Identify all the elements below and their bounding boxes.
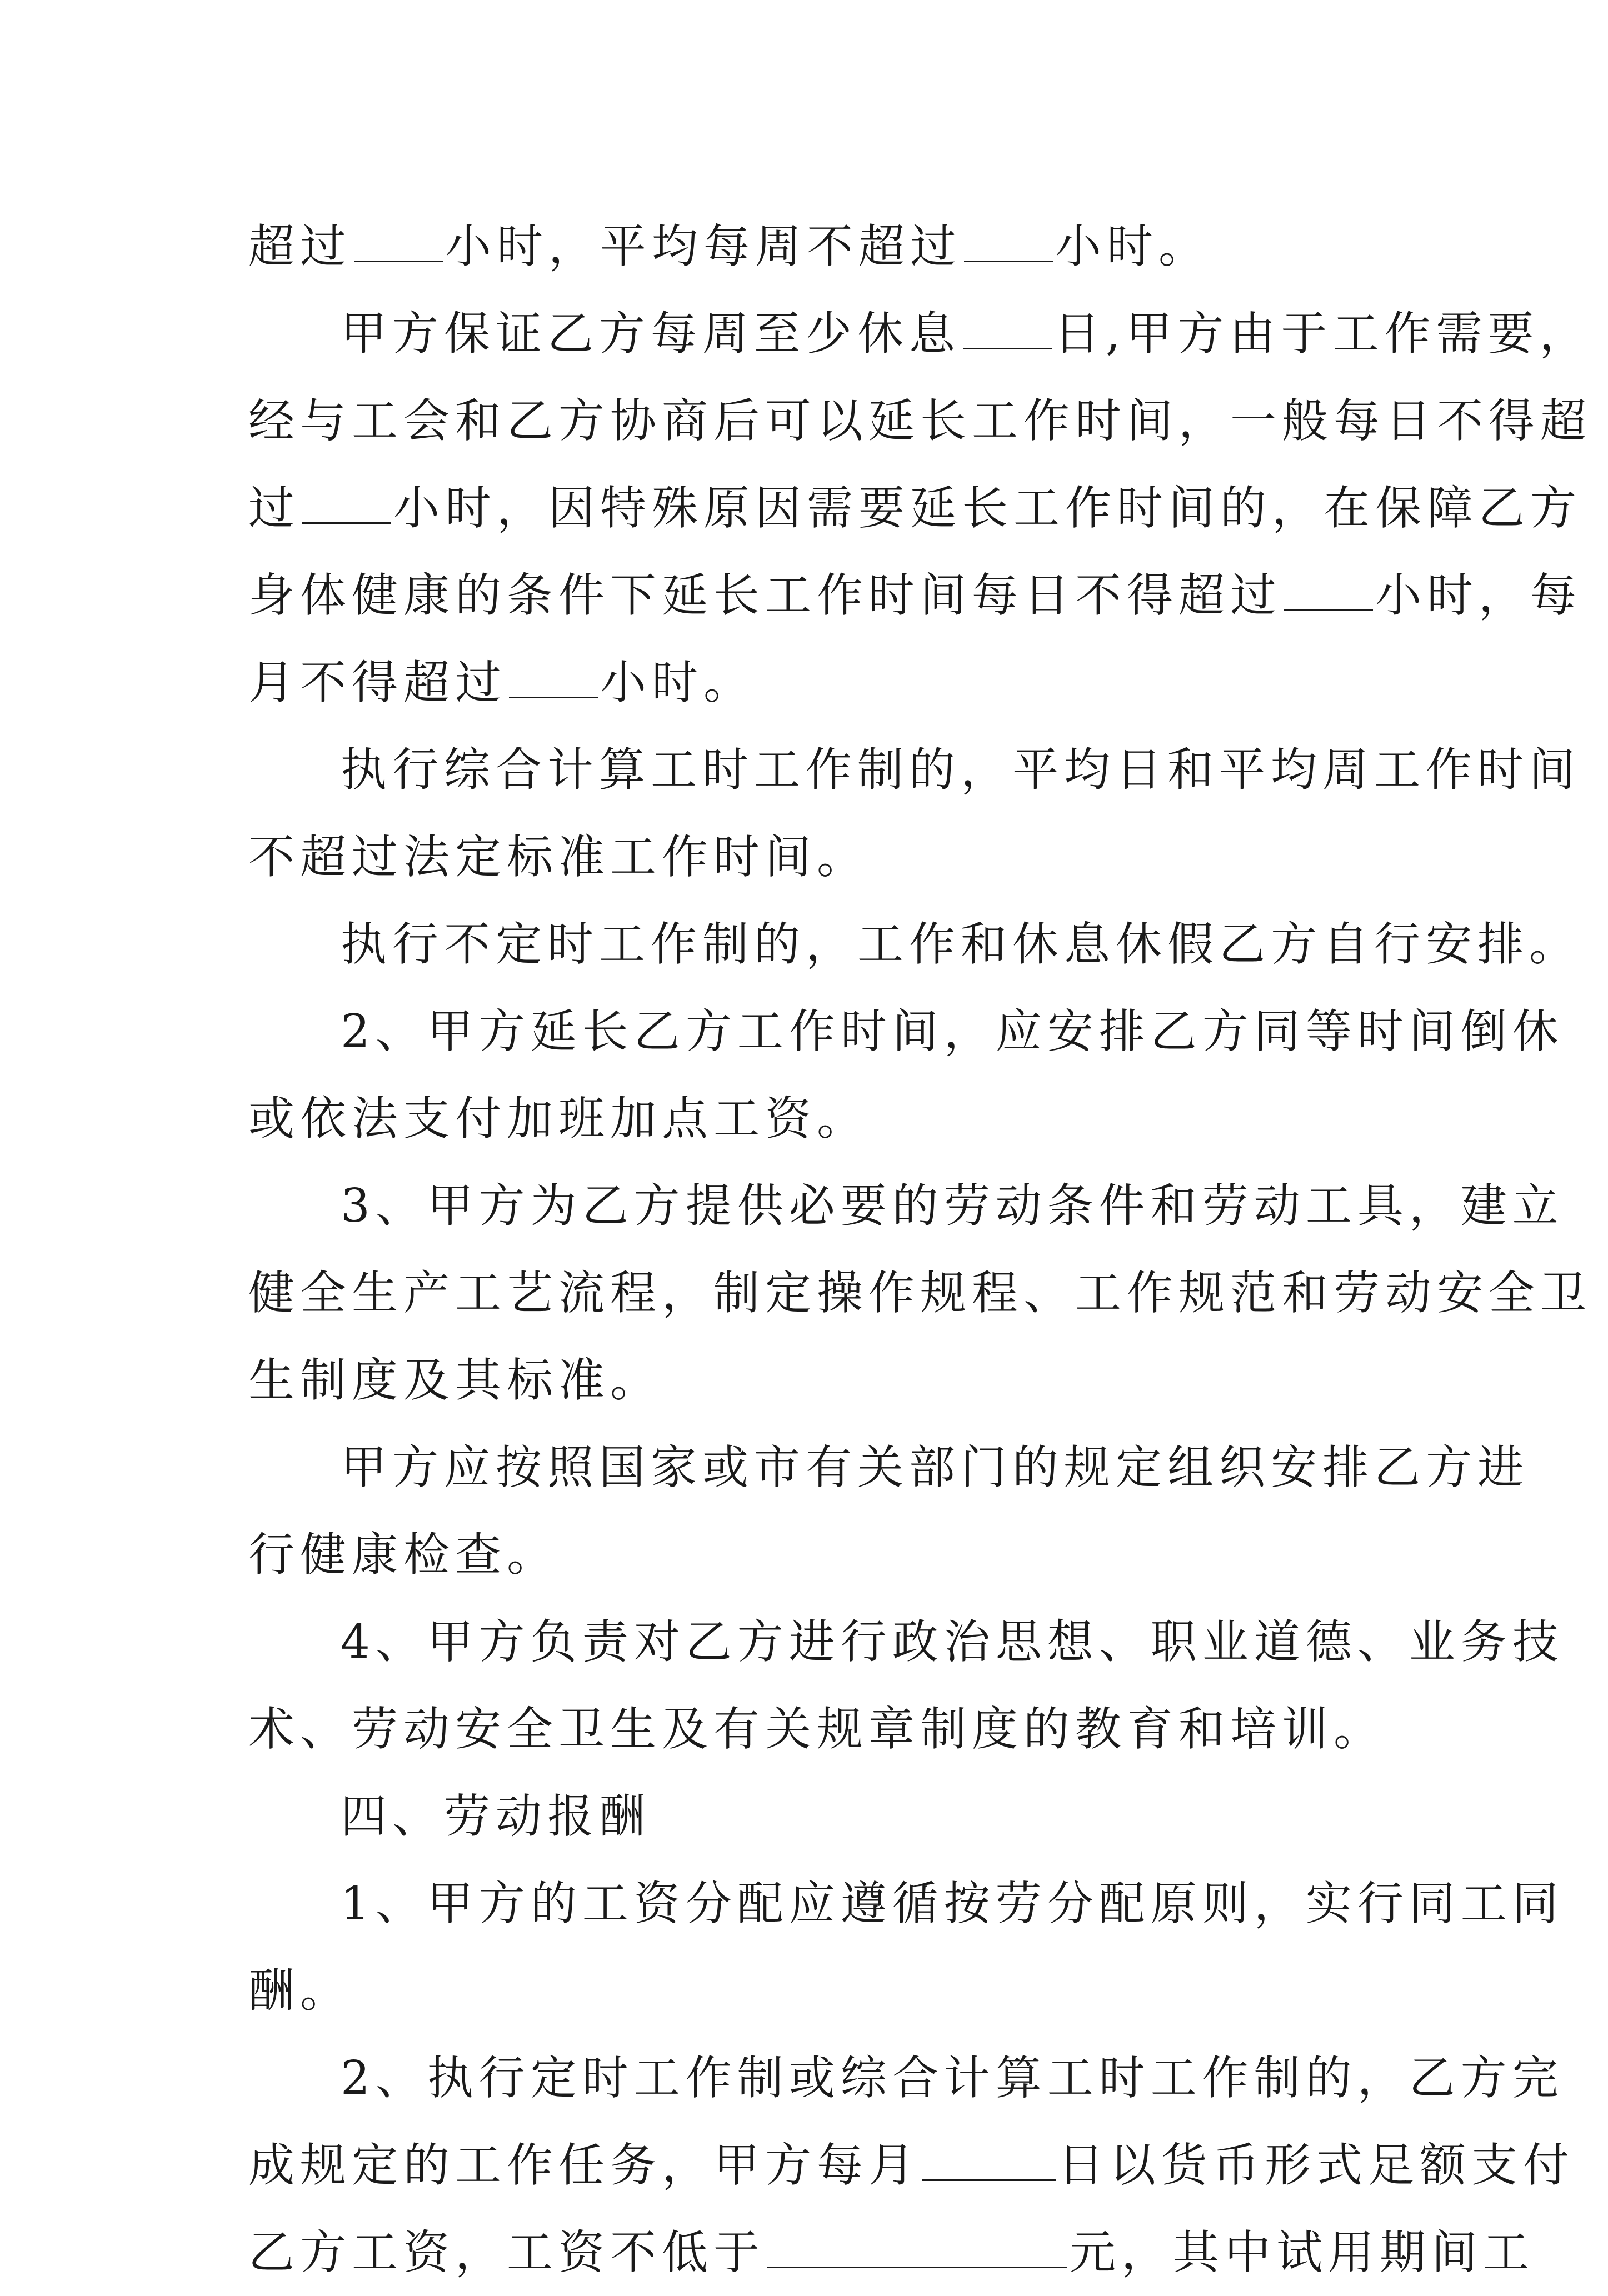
text-line: 月不得超过 小时。: [248, 656, 755, 709]
blank-field: [767, 2228, 1067, 2268]
blank-field: [964, 222, 1053, 262]
blank-field: [302, 483, 391, 524]
text-line: 3、甲方为乙方提供必要的劳动条件和劳动工具，建立: [341, 1179, 1564, 1233]
text-line: 经与工会和乙方协商后可以延长工作时间，一般每日不得超: [248, 394, 1592, 448]
text-line: 4、甲方负责对乙方进行政治思想、职业道德、业务技: [341, 1615, 1564, 1669]
text-line: 术、劳动安全卫生及有关规章制度的教育和培训。: [248, 1702, 1385, 1756]
text-line: 超过 小时，平均每周不超过 小时。: [248, 219, 1210, 273]
text-line: 2、甲方延长乙方工作时间，应安排乙方同等时间倒休: [341, 1004, 1564, 1058]
text-line: 生制度及其标准。: [248, 1353, 662, 1407]
blank-field: [354, 222, 443, 262]
text-line: 或依法支付加班加点工资。: [248, 1092, 868, 1146]
text-line: 过 小时，因特殊原因需要延长工作时间的，在保障乙方: [248, 481, 1582, 535]
text-line: 健全生产工艺流程，制定操作规程、工作规范和劳动安全卫: [248, 1266, 1592, 1320]
blank-field: [1284, 571, 1373, 611]
text-line: 不超过法定标准工作时间。: [248, 830, 868, 884]
text-line: 成规定的工作任务，甲方每月 日以货币形式足额支付: [248, 2138, 1575, 2192]
text-line: 1、甲方的工资分配应遵循按劳分配原则，实行同工同: [341, 1877, 1564, 1930]
text-line: 酬。: [248, 1964, 352, 2018]
text-line: 2、执行定时工作制或综合计算工时工作制的，乙方完: [341, 2051, 1564, 2105]
blank-field: [509, 658, 598, 698]
text-line: 甲方保证乙方每周至少休息 日,甲方由于工作需要，: [341, 307, 1591, 361]
section-heading: 四、劳动报酬: [341, 1789, 651, 1843]
text-line: 执行综合计算工时工作制的，平均日和平均周工作时间: [341, 743, 1581, 797]
text-line: 身体健康的条件下延长工作时间每日不得超过 小时，每: [248, 568, 1582, 622]
blank-field: [922, 2140, 1056, 2181]
text-line: 行健康检查。: [248, 1528, 558, 1582]
blank-field: [963, 309, 1052, 349]
text-line: 乙方工资，工资不低于 元，其中试用期间工: [248, 2225, 1535, 2279]
text-line: 执行不定时工作制的，工作和休息休假乙方自行安排。: [341, 917, 1581, 971]
text-line: 甲方应按照国家或市有关部门的规定组织安排乙方进: [341, 1440, 1529, 1494]
document-page: [248, 203, 1592, 2296]
